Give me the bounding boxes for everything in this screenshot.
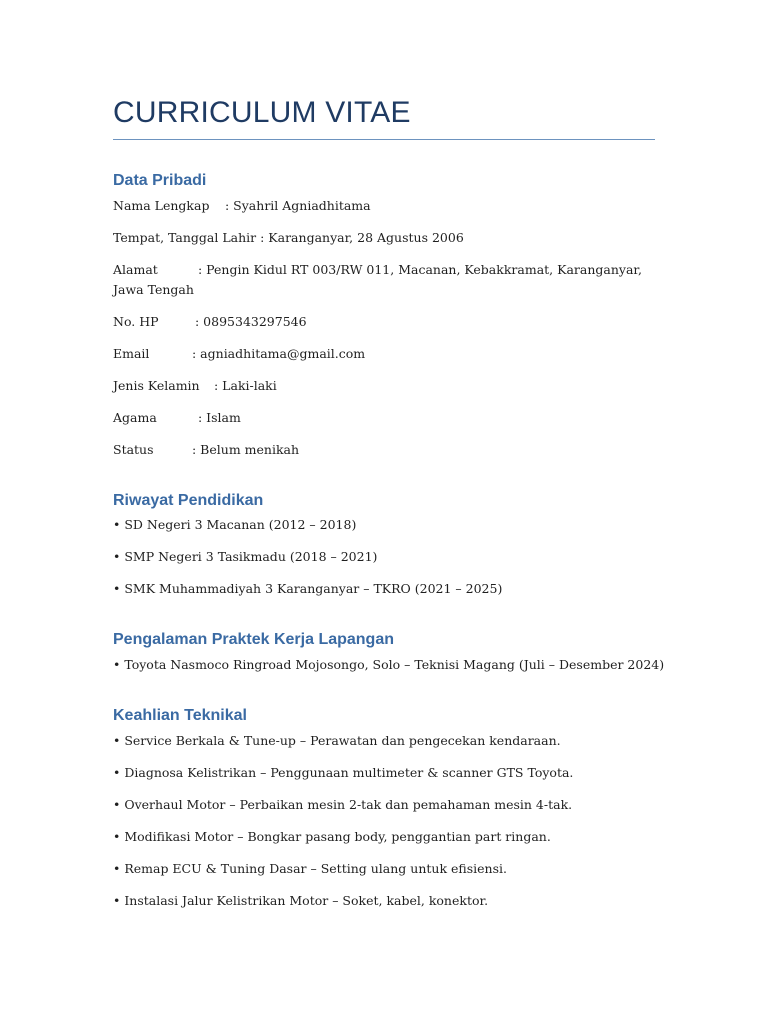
section-heading-internship: Pengalaman Praktek Kerja Lapangan xyxy=(113,631,394,648)
field-value: : agniadhitama@gmail.com xyxy=(192,346,366,361)
field-phone xyxy=(113,312,307,332)
field-value: : Syahril Agniadhitama xyxy=(225,198,371,213)
section-heading-education: Riwayat Pendidikan xyxy=(113,492,264,509)
field-value: : Pengin Kidul RT 003/RW 011, Macanan, Kebakkramat, Karanganyar, Jawa Tengah xyxy=(113,262,642,297)
field-value: : Islam xyxy=(198,410,241,425)
list-item: • Diagnosa Kelistrikan – Penggunaan multimeter & scanner GTS Toyota. xyxy=(113,765,574,780)
list-item: • SMK Muhammadiyah 3 Karanganyar – TKRO (2021 – 2025) xyxy=(113,581,503,596)
field-label: Agama xyxy=(113,410,157,425)
list-item: • Remap ECU & Tuning Dasar – Setting ulang untuk efisiensi. xyxy=(113,861,507,876)
field-value: : Belum menikah xyxy=(192,442,300,457)
field-label: Tempat, Tanggal Lahir xyxy=(113,230,257,245)
title-divider xyxy=(113,139,655,140)
field-label: Nama Lengkap xyxy=(113,198,210,213)
field-birth xyxy=(113,228,464,248)
list-item: • Modifikasi Motor – Bongkar pasang body, penggantian part ringan. xyxy=(113,829,551,844)
field-label: Alamat xyxy=(113,262,158,277)
field-religion xyxy=(113,408,241,428)
list-item: • SMP Negeri 3 Tasikmadu (2018 – 2021) xyxy=(113,549,378,564)
list-item: • Toyota Nasmoco Ringroad Mojosongo, Solo – Teknisi Magang (Juli – Desember 2024) xyxy=(113,657,665,672)
field-gender xyxy=(113,376,277,396)
document-title: CURRICULUM VITAE xyxy=(113,96,411,129)
list-item: • Instalasi Jalur Kelistrikan Motor – Soket, kabel, konektor. xyxy=(113,893,489,908)
field-label: Email xyxy=(113,346,150,361)
section-heading-personal: Data Pribadi xyxy=(113,172,207,189)
field-value: : Karanganyar, 28 Agustus 2006 xyxy=(260,230,464,245)
field-address xyxy=(113,260,655,300)
list-item: • Service Berkala & Tune-up – Perawatan dan pengecekan kendaraan. xyxy=(113,733,561,748)
field-full-name xyxy=(113,196,371,216)
field-label: No. HP xyxy=(113,314,159,329)
list-item: • SD Negeri 3 Macanan (2012 – 2018) xyxy=(113,517,357,532)
field-value: : 0895343297546 xyxy=(195,314,307,329)
field-label: Status xyxy=(113,442,154,457)
section-heading-skills: Keahlian Teknikal xyxy=(113,707,247,724)
field-email xyxy=(113,344,365,364)
field-label: Jenis Kelamin xyxy=(113,378,200,393)
field-value: : Laki-laki xyxy=(214,378,277,393)
list-item: • Overhaul Motor – Perbaikan mesin 2-tak dan pemahaman mesin 4-tak. xyxy=(113,797,573,812)
field-status xyxy=(113,440,299,460)
